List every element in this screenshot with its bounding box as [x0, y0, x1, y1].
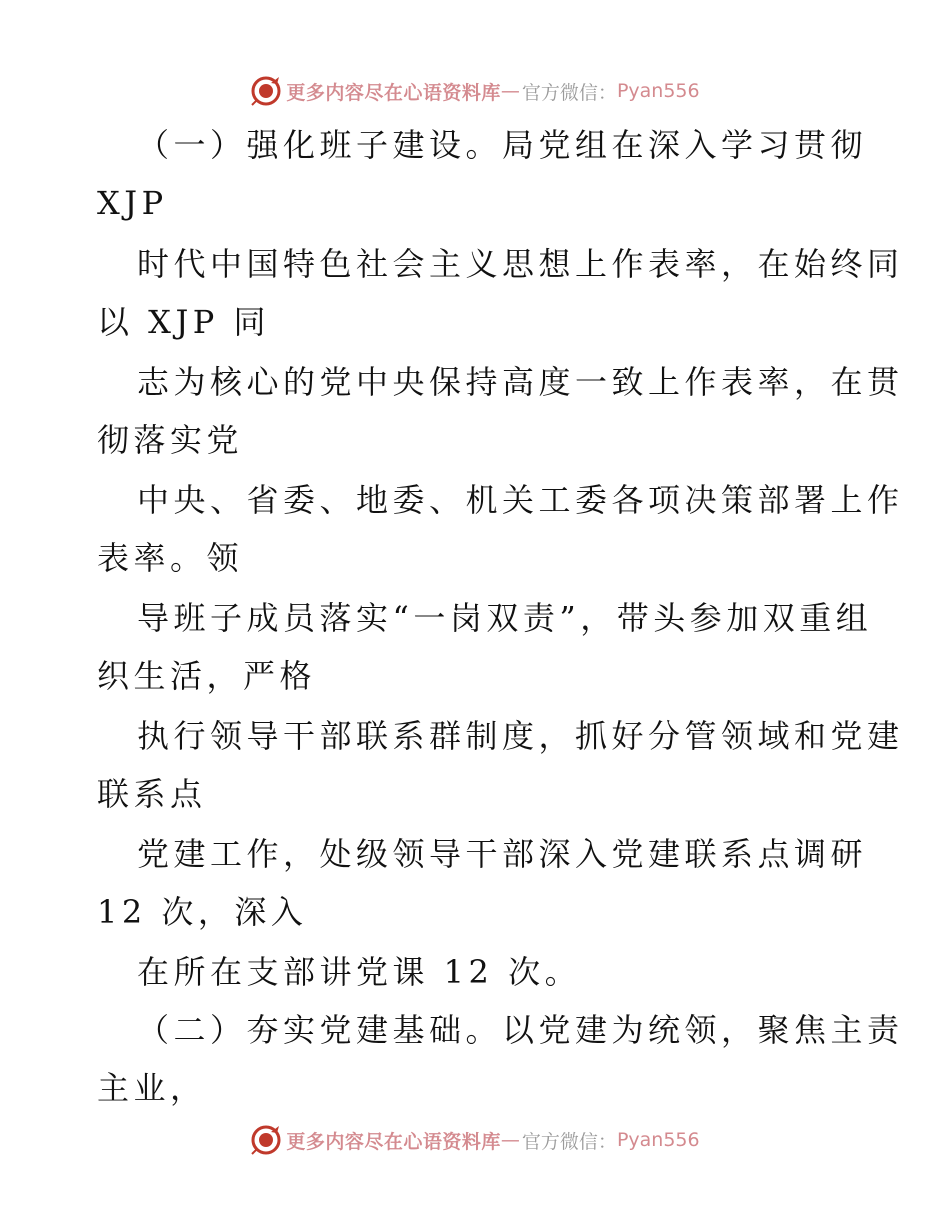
text-line: 表率。领: [97, 539, 244, 577]
text-line: 织生活，严格: [97, 657, 317, 695]
text-line: 联系点: [97, 775, 207, 813]
text-line: 彻落实党: [97, 421, 244, 459]
text-line: 执行领导干部联系群制度，抓好分管领域和党建: [137, 717, 904, 755]
pen-logo-icon: [250, 1124, 282, 1156]
watermark-dash: —: [500, 80, 520, 102]
watermark-text: 更多内容尽在心语资料库: [286, 81, 501, 104]
watermark-bottom: [0, 1120, 950, 1160]
text-line: 志为核心的党中央保持高度一致上作表率，在贯: [137, 363, 904, 401]
watermark-text: 更多内容尽在心语资料库: [286, 1130, 501, 1153]
text-line: 党建工作，处级领导干部深入党建联系点调研: [137, 835, 868, 873]
text-line: XJP: [97, 184, 168, 222]
text-line: （一）强化班子建设。局党组在深入学习贯彻: [137, 126, 868, 164]
pen-logo-icon: [250, 75, 282, 107]
text-line: 在所在支部讲党课 12 次。: [137, 953, 582, 991]
text-line: 主业，: [97, 1069, 207, 1107]
watermark-wechat-label: 官方微信：: [521, 1130, 617, 1153]
watermark-top: [0, 71, 950, 111]
watermark-wechat-id: Pyan556: [616, 80, 700, 102]
text-line: 导班子成员落实“一岗双责”，带头参加双重组: [137, 599, 873, 637]
text-line: 以 XJP 同: [97, 303, 270, 341]
text-line: 中央、省委、地委、机关工委各项决策部署上作: [137, 481, 904, 519]
text-line: （二）夯实党建基础。以党建为统领，聚焦主责: [137, 1011, 904, 1049]
text-line: 12 次，深入: [97, 893, 308, 931]
watermark-wechat-label: 官方微信：: [521, 81, 617, 104]
watermark-wechat-id: Pyan556: [616, 1129, 700, 1151]
watermark-dash: —: [500, 1129, 520, 1151]
text-line: 时代中国特色社会主义思想上作表率，在始终同: [137, 245, 904, 283]
